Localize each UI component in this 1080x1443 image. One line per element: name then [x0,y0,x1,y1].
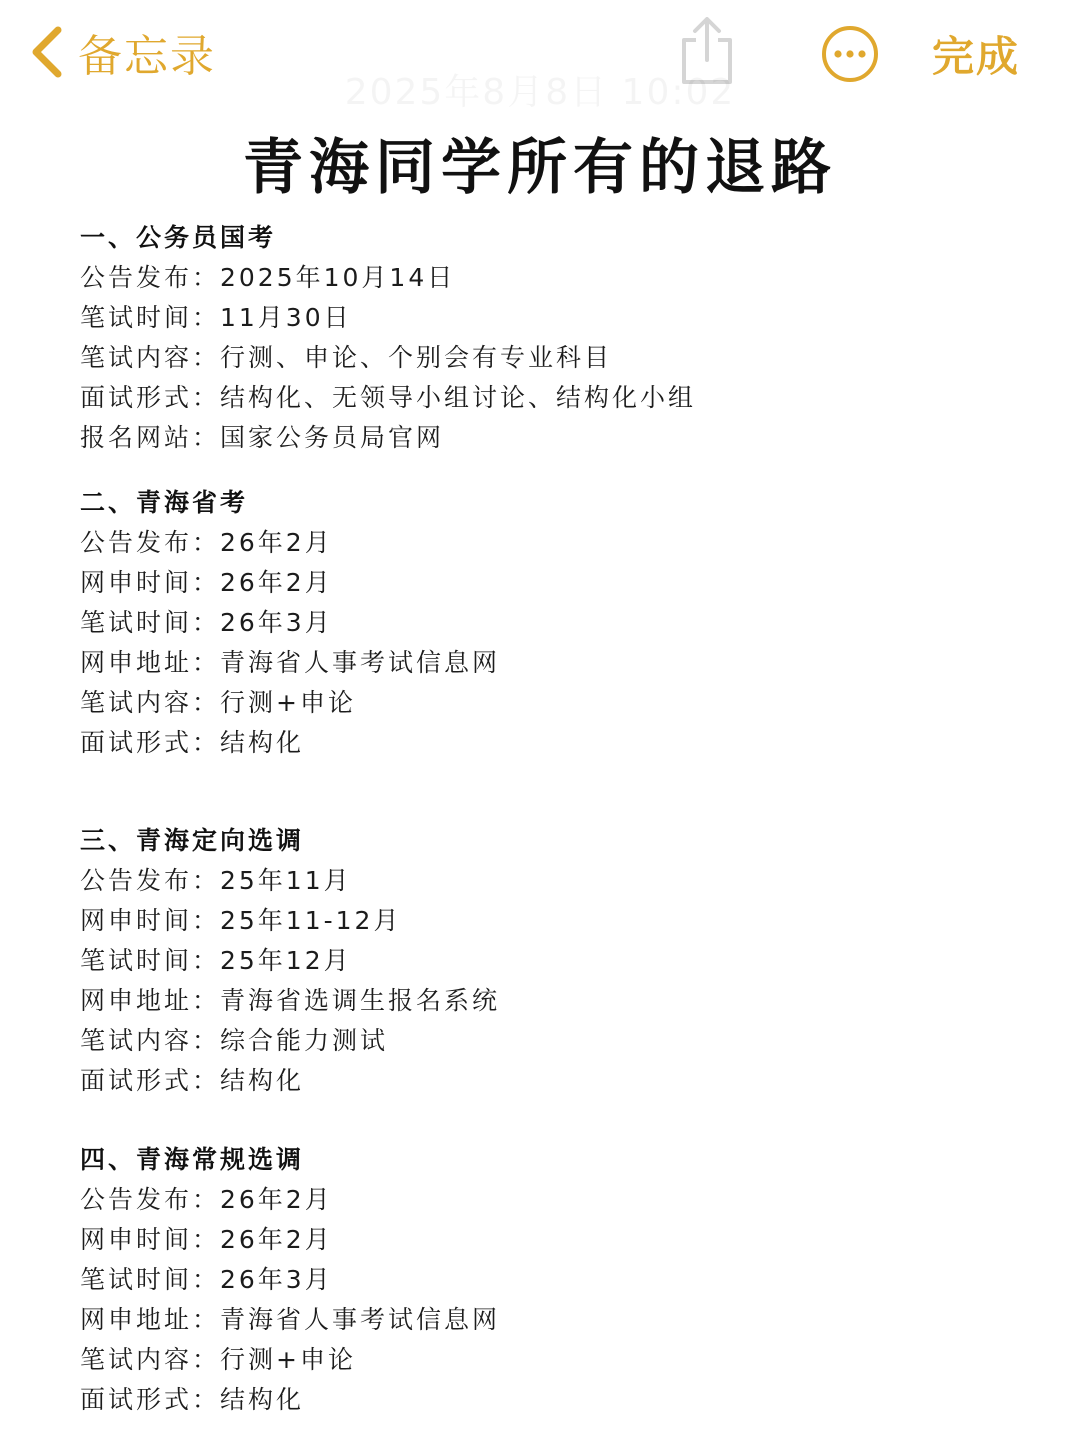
note-line: 笔试内容：行测+申论 [80,1345,356,1374]
note-line: 公告发布：2025年10月14日 [80,263,456,292]
note-line: 面试形式：结构化 [80,728,305,757]
note-title[interactable]: 青海同学所有的退路 [243,133,837,203]
section-qinghai-regular-selection [80,1140,1020,1420]
note-line: 笔试时间：26年3月 [80,1265,333,1294]
note-body[interactable] [80,218,1020,1420]
note-line: 网申时间：26年2月 [80,568,333,597]
section-heading: 四、青海常规选调 [80,1145,305,1174]
done-button[interactable]: 完成 [932,32,1021,81]
note-line: 面试形式：结构化、无领导小组讨论、结构化小组 [80,383,697,412]
section-heading: 一、公务员国考 [80,223,277,252]
note-line: 公告发布：25年11月 [80,866,352,895]
section-qinghai-targeted-selection [80,821,1020,1101]
note-line: 网申地址：青海省人事考试信息网 [80,648,501,677]
spacer [80,458,1020,483]
note-line: 报名网站：国家公务员局官网 [80,423,445,452]
note-line: 面试形式：结构化 [80,1066,305,1095]
note-line: 笔试内容：综合能力测试 [80,1026,389,1055]
note-line: 面试形式：结构化 [80,1385,305,1414]
note-line: 笔试时间：26年3月 [80,608,333,637]
note-line: 网申地址：青海省选调生报名系统 [80,986,501,1015]
section-national-civil-service-exam [80,218,1020,458]
note-line: 笔试时间：25年12月 [80,946,352,975]
back-label: 备忘录 [78,31,216,82]
note-line: 笔试时间：11月30日 [80,303,352,332]
note-line: 网申时间：26年2月 [80,1225,333,1254]
section-qinghai-provincial-exam [80,483,1020,763]
note-line: 笔试内容：行测+申论 [80,688,356,717]
spacer [80,763,1020,821]
note-line: 笔试内容：行测、申论、个别会有专业科目 [80,343,613,372]
section-heading: 三、青海定向选调 [80,826,305,855]
note-line: 网申地址：青海省人事考试信息网 [80,1305,501,1334]
note-date [0,64,1080,115]
spacer [80,1101,1020,1140]
note-line: 公告发布：26年2月 [80,528,333,557]
note-line: 网申时间：25年11-12月 [80,906,402,935]
note-line: 公告发布：26年2月 [80,1185,333,1214]
section-heading: 二、青海省考 [80,488,249,517]
